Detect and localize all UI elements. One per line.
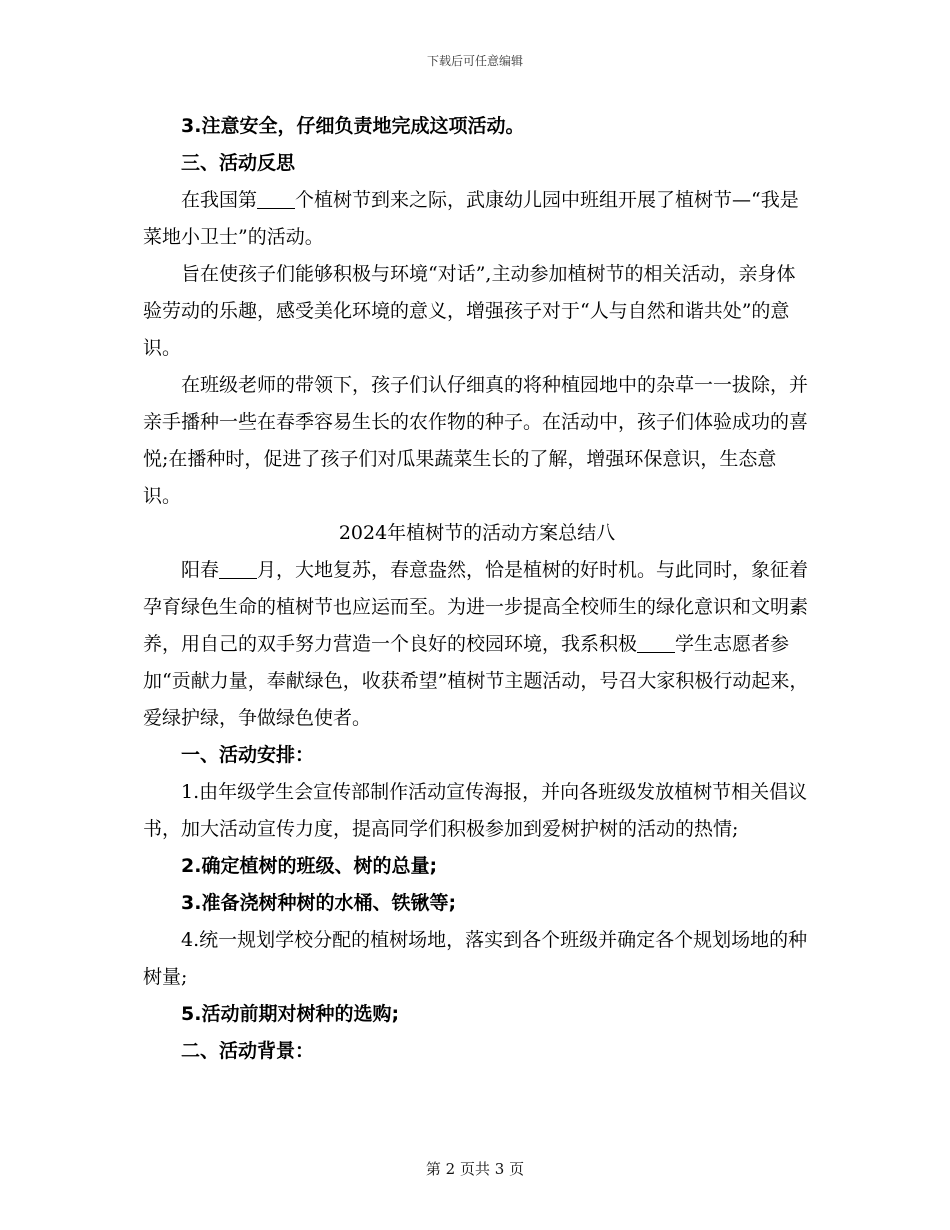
arrangement-item-2: 2.确定植树的班级、树的总量; bbox=[181, 855, 438, 877]
text-segment: 月，大地复苏，春意盎然，恰是植树的好时机。与此同时，象征着孕育绿色生命的植树节也应运而至。为进一步提高全校师生的绿化意识和文明素养，用自己的双手努力营造一个良好的校园环境，我系积极 bbox=[143, 559, 809, 655]
reflection-paragraph-2: 旨在使孩子们能够积极与环境“对话”,主动参加植树节的相关活动，亲身体验劳动的乐趣，感受美化环境的意义，增强孩子对于“人与自然和谐共处”的意识。 bbox=[143, 263, 796, 359]
fill-blank bbox=[257, 189, 295, 209]
text-segment: 学生志愿者参加“贡献力量，奉献绿色，收获希望”植树节主题活动，号召大家积极行动起来，爱绿护绿，争做绿色使者。 bbox=[143, 633, 809, 729]
safety-item: 3.注意安全，仔细负责地完成这项活动。 bbox=[181, 115, 525, 137]
document-body bbox=[143, 108, 811, 1070]
text-segment: 个植树节到来之际，武康幼儿园中班组开展了植树节—“我是菜地小卫士”的活动。 bbox=[143, 189, 799, 248]
arrangement-item-1: 1.由年级学生会宣传部制作活动宣传海报，并向各班级发放植树节相关倡议书，加大活动宣传力度，提高同学们积极参加到爱树护树的活动的热情; bbox=[143, 781, 808, 840]
section-heading-background: 二、活动背景： bbox=[181, 1040, 315, 1062]
reflection-paragraph-1 bbox=[143, 182, 811, 256]
section-heading-arrangement: 一、活动安排： bbox=[181, 744, 315, 766]
arrangement-item-5: 5.活动前期对树种的选购; bbox=[181, 1003, 400, 1025]
text-segment: 在我国第 bbox=[181, 189, 258, 211]
arrangement-item-3: 3.准备浇树种树的水桶、铁锹等; bbox=[181, 892, 457, 914]
text-segment: 阳春 bbox=[181, 559, 220, 581]
fill-blank bbox=[637, 633, 675, 653]
section-title: 2024年植树节的活动方案总结八 bbox=[338, 522, 616, 544]
section-heading-reflection: 三、活动反思 bbox=[181, 152, 296, 174]
page-header: 下载后可任意编辑 bbox=[426, 54, 523, 68]
fill-blank bbox=[219, 559, 257, 579]
arrangement-item-4: 4.统一规划学校分配的植树场地，落实到各个班级并确定各个规划场地的种树量; bbox=[143, 929, 808, 988]
page-footer: 第 2 页共 3 页 bbox=[425, 1160, 525, 1178]
intro-paragraph bbox=[143, 552, 811, 737]
reflection-paragraph-3: 在班级老师的带领下，孩子们认仔细真的将种植园地中的杂草一一拔除，并亲手播种一些在春季容易生长的农作物的种子。在活动中，孩子们体验成功的喜悦;在播种时，促进了孩子们对瓜果蔬菜生长的了解，增强环保意识，生态意识。 bbox=[143, 374, 809, 507]
